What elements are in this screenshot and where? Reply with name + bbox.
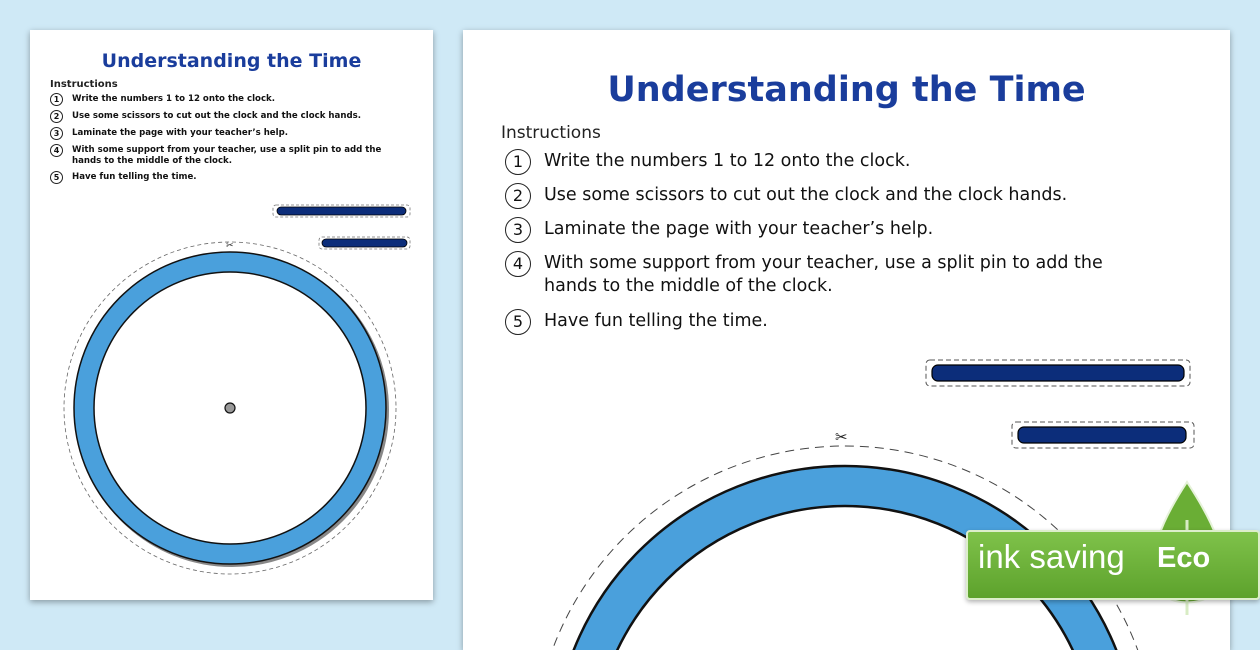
eco-label: Eco	[1157, 542, 1211, 574]
instructions-heading: Instructions	[501, 123, 601, 143]
worksheet-preview-small	[30, 30, 433, 600]
long-clock-hand	[277, 207, 406, 215]
step-text-line-2: hands to the middle of the clock.	[544, 276, 833, 296]
step-number: 5	[50, 171, 63, 184]
clock-cutout-drawing	[30, 30, 433, 600]
step-text: Have fun telling the time.	[544, 311, 768, 331]
step-number: 3	[505, 217, 531, 243]
worksheet-title: Understanding the Time	[101, 50, 362, 72]
step-text: Laminate the page with your teacher’s help.	[72, 128, 289, 138]
short-clock-hand	[322, 239, 407, 247]
ink-saving-label: ink saving	[978, 538, 1125, 575]
step-text-line-2: hands to the middle of the clock.	[72, 156, 233, 166]
step-number: 2	[505, 183, 531, 209]
step-text: Write the numbers 1 to 12 onto the clock.	[72, 94, 276, 104]
step-number: 3	[50, 127, 63, 140]
worksheet-title: Understanding the Time	[607, 70, 1086, 110]
step-number: 4	[50, 144, 63, 157]
step-text: Have fun telling the time.	[72, 172, 197, 182]
scissors-icon: ✂	[835, 428, 848, 446]
step-text-line-1: With some support from your teacher, use a split pin to add the	[72, 145, 382, 155]
step-number: 5	[505, 309, 531, 335]
step-text-line-1: With some support from your teacher, use a split pin to add the	[544, 253, 1103, 273]
step-number: 1	[505, 149, 531, 175]
short-clock-hand	[1018, 427, 1186, 443]
step-text: Use some scissors to cut out the clock and the clock hands.	[72, 111, 361, 121]
step-number: 1	[50, 93, 63, 106]
step-text: Write the numbers 1 to 12 onto the clock.	[544, 151, 911, 171]
step-text: Laminate the page with your teacher’s help.	[544, 219, 934, 239]
step-text: Use some scissors to cut out the clock and the clock hands.	[544, 185, 1068, 205]
instructions-heading: Instructions	[50, 79, 118, 90]
step-number: 4	[505, 251, 531, 277]
scissors-icon: ✂	[226, 241, 234, 251]
long-clock-hand	[932, 365, 1184, 381]
clock-center-pin	[225, 403, 235, 413]
step-number: 2	[50, 110, 63, 123]
